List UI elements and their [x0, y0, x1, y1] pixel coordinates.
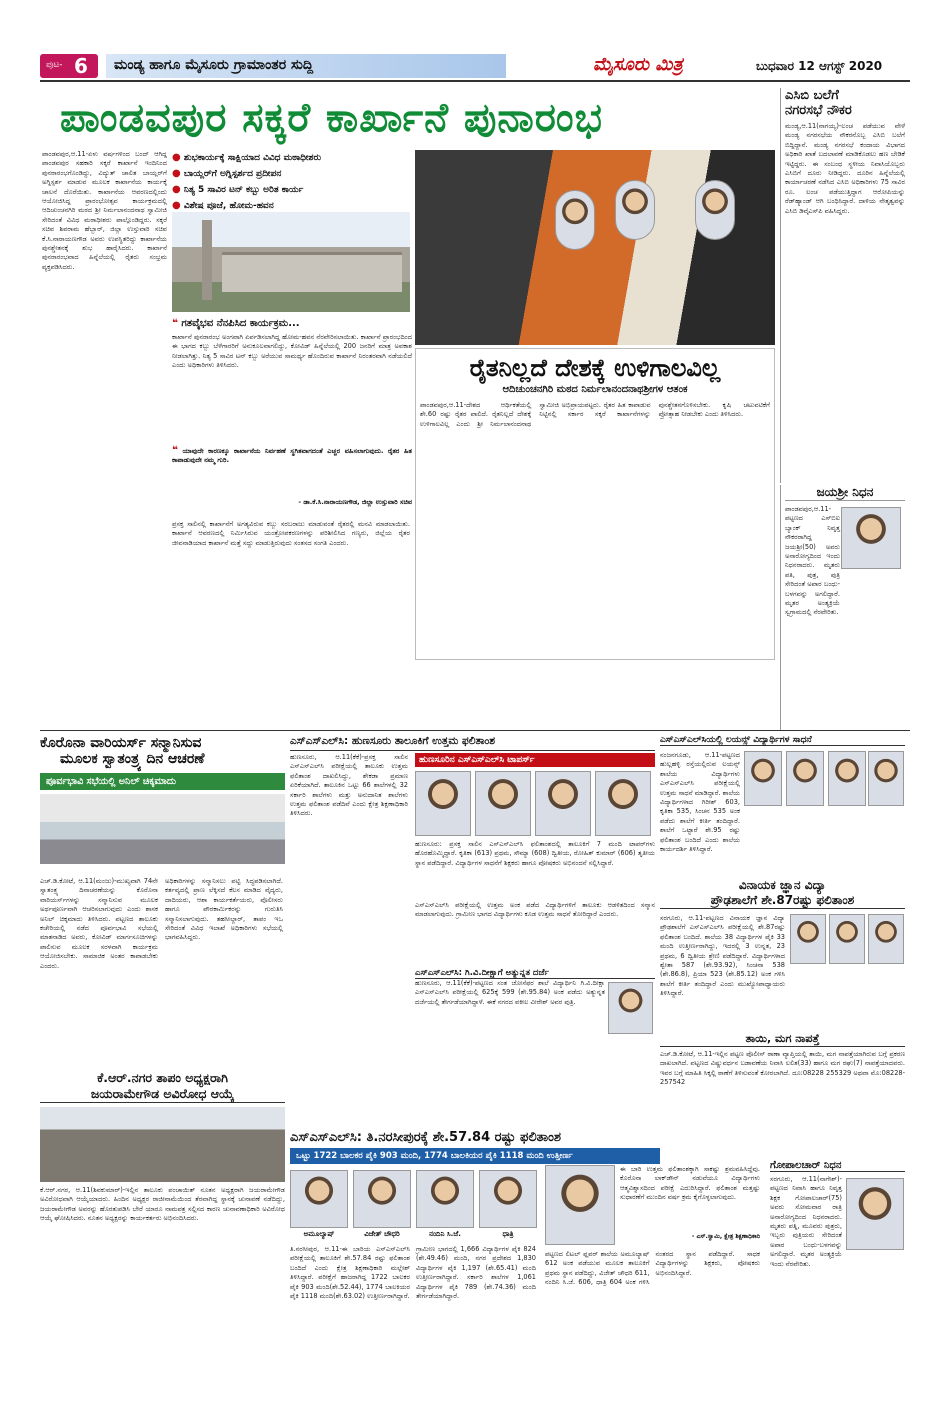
lead-bullet: ● ನಿತ್ಯ 5 ಸಾವಿರ ಟನ್ ಕಬ್ಬು ಅರಿತ ಕಾರ್ಯ [172, 184, 304, 195]
officer-quote-text: ಈ ಬಾರಿ ಉತ್ತಮ ಫಲಿತಾಂಶಕ್ಕಾಗಿ ಸಾಕಷ್ಟು ಶ್ರಮವಹಿಸಿದ್ದೆವು. ಕೊರೊನಾ ಲಾಕ್‌ಡೌನ್ ನಡುವೆಯೂ ವಿದ್ಯಾರ್ಥಿಗಳು ಆತ್ಮವಿಶ್ವಾಸದಿಂದ ಪರೀಕ್ಷೆ ಎದುರಿಸಿದ್ದಾರೆ. ಫಲಿತಾಂಶ ಮತ್ತಷ್ಟು ಸುಧಾರಣೆಗೆ ಮುಂದಿನ ವರ್ಷ ಕ್ರಮ ಕೈಗೊಳ್ಳಲಾಗುವುದು. [620, 1165, 760, 1202]
official-figure [695, 180, 735, 240]
corona-body: ಎಚ್.ಡಿ.ಕೋಟೆ, ಆ.11(ಮಂಜು)-ಮುಖ್ಯವಾಗಿ 74ನೇ ಸ್ವಾತಂತ್ರ್ಯ ದಿನಾಚರಣೆಯನ್ನು ಕೊರೊನಾ ವಾರಿಯರ್ಸ್‌ಗಳನ್ನು ಸನ್ಮಾನಿಸುವ ಮೂಲಕ ಅರ್ಥಪೂರ್ಣವಾಗಿ ಆಚರಿಸಲಾಗುವುದು ಎಂದು ಶಾಸಕ ಅನಿಲ್ ಚಿಕ್ಕಮಾದು ತಿಳಿಸಿದರು. ಪಟ್ಟಣದ ತಾಲೂಕು ಕಚೇರಿಯಲ್ಲಿ ನಡೆದ ಪೂರ್ವಭಾವಿ ಸಭೆಯಲ್ಲಿ ಮಾತನಾಡಿದ ಅವರು, ಕೋವಿಡ್ ಮಾರ್ಗಸೂಚಿಗಳನ್ನು ಪಾಲಿಸುವ ಮೂಲಕ ಸರಳವಾಗಿ ಕಾರ್ಯಕ್ರಮ ಆಯೋಜಿಸಬೇಕು. ಸಾಮಾಜಿಕ ಅಂತರ ಕಾಪಾಡಬೇಕು ಎಂದರು. [40, 877, 158, 970]
deeksha-headline: ಎಸ್‌ಎಸ್‌ಎಲ್‌ಸಿ: ಗಿ.ವಿ.ದೀಕ್ಷಾಗೆ ಅತ್ಯುನ್ನತ ದರ್ಜೆ [415, 968, 655, 979]
section-divider [40, 730, 910, 731]
quote-icon: ❝ [172, 318, 178, 329]
jayashree-photo [841, 507, 901, 569]
vinayaka-body: ಸರಗೂರು, ಆ.11-ಪಟ್ಟಣದ ವಿನಾಯಕ ಜ್ಞಾನ ವಿದ್ಯಾ ಪ್ರೌಢಶಾಲೆಗೆ ಎಸ್‌ಎಸ್‌ಎಲ್‌ಸಿ ಪರೀಕ್ಷೆಯಲ್ಲಿ ಶೇ.87ರಷ್ಟು ಫಲಿತಾಂಶ ಬಂದಿದೆ. ಶಾಲೆಯ 38 ವಿದ್ಯಾರ್ಥಿಗಳ ಪೈಕಿ 33 ಮಂದಿ ಉತ್ತೀರ್ಣರಾಗಿದ್ದು, ಇದರಲ್ಲಿ 3 ಉನ್ನತ, 23 ಪ್ರಥಮ, 6 ದ್ವಿತೀಯ ಶ್ರೇಣಿ ಪಡೆದಿದ್ದಾರೆ. ವಿದ್ಯಾರ್ಥಿಗಳಾದ ಶ್ವೇತಾ 587 (ಶೇ.93.92), ಸಿಂಚನಾ 538 (ಶೇ.86.8), ಪ್ರಿಯಾ 523 (ಶೇ.85.12) ಅಂಕ ಗಳಿಸಿ ಶಾಲೆಗೆ ಕೀರ್ತಿ ತಂದಿದ್ದಾರೆ ಎಂದು ಮುಖ್ಯೋಪಾಧ್ಯಾಯರು ತಿಳಿಸಿದ್ದಾರೆ. [660, 914, 785, 998]
page-number-badge [40, 54, 98, 78]
student-photo [290, 1170, 348, 1228]
lions-headline: ಎಸ್‌ಎಸ್‌ಎಲ್‌ಸಿಯಲ್ಲಿ ಲಯನ್ಸ್ ವಿದ್ಯಾರ್ಥಿಗಳ ಸಾಧನೆ [660, 735, 905, 746]
quote-caption: ❝ ಗತವೈಭವ ನೆನಪಿಸಿದ ಕಾರ್ಯಕ್ರಮ... [172, 318, 300, 329]
deeksha-story [415, 968, 655, 1038]
gopal-story [770, 1160, 905, 1375]
tnarsipur-subhead: ಒಟ್ಟು 1722 ಬಾಲಕರ ಪೈಕಿ 903 ಮಂದಿ, 1774 ಬಾಲಕಿಯರ ಪೈಕಿ 1118 ಮಂದಿ ಉತ್ತೀರ್ಣ [290, 1148, 660, 1164]
acb-body: ಮಂಡ್ಯ,ಆ.11(ನಾಗಯ್ಯ)-ಲಂಚ ಪಡೆಯುವ ವೇಳೆ ಮಂಡ್ಯ ನಗರಸಭೆಯ ನೌಕರನೊಬ್ಬ ಎಸಿಬಿ ಬಲೆಗೆ ಬಿದ್ದಿದ್ದಾನೆ. ಮಂಡ್ಯ ನಗರಸಭೆ ಕಂದಾಯ ವಿಭಾಗದ ಅಧಿಕಾರಿ ಖಾತೆ ಬದಲಾವಣೆ ಮಾಡಿಕೊಡಲು ಹಣ ಬೇಡಿಕೆ ಇಟ್ಟಿದ್ದರು. ಈ ಸಂಬಂಧ ಸ್ಥಳೀಯ ನಿವಾಸಿಯೊಬ್ಬರು ಎಸಿಬಿಗೆ ದೂರು ನೀಡಿದ್ದರು. ದೂರಿನ ಹಿನ್ನೆಲೆಯಲ್ಲಿ ಕಾರ್ಯಾಚರಣೆ ನಡೆಸಿದ ಎಸಿಬಿ ಅಧಿಕಾರಿಗಳು 75 ಸಾವಿರ ರೂ. ಲಂಚ ಪಡೆಯುತ್ತಿದ್ದಾಗ ಆರೋಪಿಯನ್ನು ರೆಡ್‌ಹ್ಯಾಂಡ್ ಆಗಿ ಬಂಧಿಸಿದ್ದಾರೆ. ದಾಳಿಯ ನೇತೃತ್ವವನ್ನು ಎಸಿಬಿ ಡಿವೈಎಸ್‌ಪಿ ವಹಿಸಿದ್ದರು. [785, 122, 905, 215]
gopal-photo [846, 1178, 904, 1250]
corona-headline2: ಮೂಲಕ ಸ್ವಾತಂತ್ರ್ಯ ದಿನ ಆಚರಣೆ [60, 751, 205, 767]
obit-body: ಪಾಂಡವಪುರ,ಆ.11-ಪಟ್ಟಣದ ಎಸ್‌ಬಿಐ ಬ್ಯಾಂಕ್ ನಿವೃತ್ತ ನೌಕರರಾಗಿದ್ದ ಜಯಶ್ರೀ(50) ಅವರು ಅನಾರೋಗ್ಯದಿಂದ ಇಂದು ನಿಧನರಾದರು. ಮೃತರು ಪತಿ, ಪುತ್ರ, ಪುತ್ರಿ ಸೇರಿದಂತೆ ಅಪಾರ ಬಂಧು-ಬಳಗವನ್ನು ಅಗಲಿದ್ದಾರೆ. ಮೃತರ ಅಂತ್ಯಕ್ರಿಯೆ ಸ್ವಗ್ರಾಮದಲ್ಲಿ ನೆರವೇರಿತು. [785, 505, 840, 617]
student-name: ಅಮೂಲ್ಯಾಷ್ [303, 1230, 335, 1238]
bullet-icon: ● [172, 200, 181, 211]
topper-photo [475, 771, 531, 836]
lions-student-photo [744, 751, 782, 806]
student-name: ವಿಜೇತ್ ಚೌಧರಿ [364, 1230, 400, 1238]
factory-photo [172, 212, 410, 312]
vinayaka-student-photo [868, 914, 904, 964]
lead-body-col1: ಪಾಂಡವಪುರ,ಆ.11-ಏಳು ವರ್ಷಗಳಿಂದ ಬಂದ್ ಆಗಿದ್ದ ಪಾಂಡವಪುರ ಸಹಕಾರಿ ಸಕ್ಕರೆ ಕಾರ್ಖಾನೆ ಇಂದಿನಿಂದ ಪುನರಾರಂಭಗೊಂಡಿದ್ದು, ವಿದ್ಯುತ್ ಚಾಲಿತ ಬಾಯ್ಲರ್‌ಗೆ ಅಗ್ನಿಸ್ಪರ್ಶ ಮಾಡುವ ಮೂಲಕ ಕಾರ್ಖಾನೆಯ ಕಾರ್ಯಕ್ಕೆ ಚಾಲನೆ ದೊರೆಯಿತು. ಕಾರ್ಖಾನೆಯ ಆವರಣದಲ್ಲಿಂದು ಆಯೋಜಿಸಿದ್ದ ಪ್ರಾರಂಭೋತ್ಸವ ಕಾರ್ಯಕ್ರಮದಲ್ಲಿ ಆದಿಚುಂಚನಗಿರಿ ಮಠದ ಶ್ರೀ ನಿರ್ಮಲಾನಂದನಾಥ ಸ್ವಾಮೀಜಿ ಸೇರಿದಂತೆ ವಿವಿಧ ಮಠಾಧೀಶರು ಪಾಲ್ಗೊಂಡಿದ್ದರು. ಸಕ್ಕರೆ ಸಚಿವ ಶಿವರಾಮ ಹೆಬ್ಬಾರ್, ಜಿಲ್ಲಾ ಉಸ್ತುವಾರಿ ಸಚಿವ ಕೆ.ಸಿ.ನಾರಾಯಣಗೌಡ ಅವರು ಉಪಸ್ಥಿತರಿದ್ದು ಕಾರ್ಖಾನೆಯ ಪುನಶ್ಚೇತನಕ್ಕೆ ಶುಭ ಹಾರೈಸಿದರು. ಕಾರ್ಖಾನೆ ಪುನರಾರಂಭವಾದ ಹಿನ್ನೆಲೆಯಲ್ಲಿ ರೈತರು ಸಂಭ್ರಮ ವ್ಯಕ್ತಪಡಿಸಿದರು. [42, 150, 167, 271]
krnagar-story [40, 1070, 285, 1370]
lead-body-col2: ಕಾರ್ಖಾನೆ ಪುನರಾರಂಭ ಅಂಗವಾಗಿ ಏರ್ಪಡಿಸಲಾಗಿದ್ದ ಹೋಮ-ಹವನ ನೆರವೇರಿಸಲಾಯಿತು. ಕಾರ್ಖಾನೆ ಪ್ರಾರಂಭದಿಂದ ಈ ಭಾಗದ ಕಬ್ಬು ಬೆಳೆಗಾರರಿಗೆ ಅನುಕೂಲವಾಗಲಿದ್ದು, ಕೋವಿಡ್ ಹಿನ್ನೆಲೆಯಲ್ಲಿ 200 ಜನರಿಗೆ ಮಾತ್ರ ಅವಕಾಶ ನೀಡಲಾಗಿತ್ತು. ನಿತ್ಯ 5 ಸಾವಿರ ಟನ್ ಕಬ್ಬು ಅರೆಯುವ ಸಾಮರ್ಥ್ಯ ಹೊಂದಿರುವ ಕಾರ್ಖಾನೆ ನಿರಂತರವಾಗಿ ನಡೆಯಲಿದೆ ಎಂದು ಅಧಿಕಾರಿಗಳು ತಿಳಿಸಿದರು. [172, 333, 412, 370]
officer-quote [620, 1165, 760, 1245]
quote-icon: ❝ [172, 445, 178, 456]
tnarsipur-body1: ತಿ.ನರಸೀಪುರ, ಆ.11-ಈ ಬಾರಿಯ ಎಸ್‌ಎಸ್‌ಎಲ್‌ಸಿ ಪರೀಕ್ಷೆಯಲ್ಲಿ ತಾಲೂಕಿಗೆ ಶೇ.57.84 ರಷ್ಟು ಫಲಿತಾಂಶ ಬಂದಿದೆ ಎಂದು ಕ್ಷೇತ್ರ ಶಿಕ್ಷಣಾಧಿಕಾರಿ ಮಲ್ಲೇಶ್ ತಿಳಿಸಿದ್ದಾರೆ. ಪರೀಕ್ಷೆಗೆ ಹಾಜರಾಗಿದ್ದ 1722 ಬಾಲಕರ ಪೈಕಿ 903 ಮಂದಿ(ಶೇ.52.44), 1774 ಬಾಲಕಿಯರ ಪೈಕಿ 1118 ಮಂದಿ(ಶೇ.63.02) ಉತ್ತೀರ್ಣರಾಗಿದ್ದಾರೆ. [290, 1245, 410, 1301]
deeksha-photo [608, 982, 653, 1034]
officer-quote-source: - ಎಸ್.ಸ್ವಾಮಿ, ಕ್ಷೇತ್ರ ಶಿಕ್ಷಣಾಧಿಕಾರಿ [691, 1233, 760, 1240]
topper-photo [595, 771, 651, 836]
acb-story [780, 88, 905, 483]
hunsur-body2: ಎಸ್‌ಎಸ್‌ಎಲ್‌ಸಿ ಪರೀಕ್ಷೆಯಲ್ಲಿ ಉತ್ತಮ ಅಂಕ ಪಡೆದ ವಿದ್ಯಾರ್ಥಿಗಳಿಗೆ ತಾಲೂಕು ಆಡಳಿತದಿಂದ ಸನ್ಮಾನ ಮಾಡಲಾಗುವುದು. ಗ್ರಾಮೀಣ ಭಾಗದ ವಿದ್ಯಾರ್ಥಿಗಳು ಕೂಡ ಉತ್ತಮ ಸಾಧನೆ ತೋರಿದ್ದಾರೆ ಎಂದರು. [415, 901, 655, 919]
krnagar-body: ಕೆ.ಆರ್.ನಗರ, ಆ.11(ಶಿವಕುಮಾರ್)-ಇಲ್ಲಿನ ತಾಲೂಕು ಪಂಚಾಯಿತ್ ನೂತನ ಅಧ್ಯಕ್ಷರಾಗಿ ಜಯರಾಮೇಗೌಡ ಅವಿರೋಧವಾಗಿ ಆಯ್ಕೆಯಾದರು. ಹಿಂದಿನ ಅಧ್ಯಕ್ಷರ ರಾಜೀನಾಮೆಯಿಂದ ತೆರವಾಗಿದ್ದ ಸ್ಥಾನಕ್ಕೆ ಚುನಾವಣೆ ನಡೆದಿದ್ದು, ಜಯರಾಮೇಗೌಡ ಅವರನ್ನು ಹೊರತುಪಡಿಸಿ ಬೇರೆ ಯಾರೂ ನಾಮಪತ್ರ ಸಲ್ಲಿಸದ ಕಾರಣ ಚುನಾವಣಾಧಿಕಾರಿ ಅವಿರೋಧ ಆಯ್ಕೆ ಘೋಷಿಸಿದರು. ನೂತನ ಅಧ್ಯಕ್ಷರನ್ನು ಕಾರ್ಯಕರ್ತರು ಅಭಿನಂದಿಸಿದರು. [40, 1186, 285, 1223]
student-name: ಧಾತ್ರಿ [502, 1230, 514, 1238]
vinayaka-student-photo [829, 914, 865, 964]
meeting-photo [40, 794, 285, 864]
quote2-source: - ಡಾ.ಕೆ.ಸಿ.ನಾರಾಯಣಗೌಡ, ಜಿಲ್ಲಾ ಉಸ್ತುವಾರಿ ಸಚಿವ [298, 498, 412, 506]
quote2-box [172, 446, 412, 514]
issue-date: ಬುಧವಾರ 12 ಆಗಸ್ಟ್ 2020 [756, 59, 883, 73]
obituary-jayashree [780, 485, 905, 730]
vinayaka-headline2: ಪ್ರೌಢಶಾಲೆಗೆ ಶೇ.87ರಷ್ಟು ಫಲಿತಾಂಶ [660, 893, 905, 909]
krnagar-headline1: ಕೆ.ಆರ್.ನಗರ ತಾಪಂ ಅಧ್ಯಕ್ಷರಾಗಿ [97, 1070, 228, 1085]
quote2-text: ❝ ಯಾವುದೇ ಕಾರಣಕ್ಕೂ ಕಾರ್ಖಾನೆಯ ನಿರ್ವಹಣೆ ಸ್ಥಗಿತವಾಗದಂತೆ ಎಚ್ಚರ ವಹಿಸಲಾಗುವುದು. ರೈತರ ಹಿತ ಕಾಪಾಡುವುದೇ ನಮ್ಮ ಗುರಿ. [172, 445, 412, 465]
lead-body-lower: ಪ್ರಸಕ್ತ ಸಾಲಿನಲ್ಲಿ ಕಾರ್ಖಾನೆಗೆ ಅಗತ್ಯವಿರುವ ಕಬ್ಬು ಸರಬರಾಜು ಮಾಡುವಂತೆ ರೈತರಲ್ಲಿ ಮನವಿ ಮಾಡಲಾಯಿತು. ಕಾರ್ಖಾನೆ ಆವರಣದಲ್ಲಿ ನಿರ್ಮಿಸಿರುವ ಯಂತ್ರೋಪಕರಣಗಳನ್ನು ಪರಿಶೀಲಿಸಿದ ಗಣ್ಯರು, ಜಿಲ್ಲೆಯ ರೈತರ ಜೀವನಾಡಿಯಾದ ಕಾರ್ಖಾನೆ ಮತ್ತೆ ಸದ್ದು ಮಾಡುತ್ತಿರುವುದು ಸಂತಸದ ಸಂಗತಿ ಎಂದರು. [172, 520, 410, 547]
hunsur-body: ಹುಣಸೂರು, ಆ.11(ಕೆಕೆ)-ಪ್ರಸಕ್ತ ಸಾಲಿನ ಎಸ್‌ಎಸ್‌ಎಲ್‌ಸಿ ಪರೀಕ್ಷೆಯಲ್ಲಿ ತಾಲೂಕು ಉತ್ತಮ ಫಲಿತಾಂಶ ದಾಖಲಿಸಿದ್ದು, ಶೇಕಡಾ ಪ್ರಮಾಣ ಏರಿಕೆಯಾಗಿದೆ. ತಾಲೂಕಿನ ಒಟ್ಟು 66 ಶಾಲೆಗಳಲ್ಲಿ 32 ಸರ್ಕಾರಿ ಶಾಲೆಗಳು ಮತ್ತು ಅನುದಾನಿತ ಶಾಲೆಗಳು ಉತ್ತಮ ಫಲಿತಾಂಶ ಪಡೆದಿವೆ ಎಂದು ಕ್ಷೇತ್ರ ಶಿಕ್ಷಣಾಧಿಕಾರಿ ತಿಳಿಸಿದರು. [290, 753, 408, 818]
tnarsipur-body4: ಪಟ್ಟಣದ ಲಿಟಲ್ ಫ್ಲವರ್ ಶಾಲೆಯ ಅಮೂಲ್ಯಾಷ್ 612 ಅಂಕ ಪಡೆಯುವ ಮೂಲಕ ತಾಲೂಕಿಗೆ ಪ್ರಥಮ ಸ್ಥಾನ ಪಡೆದಿದ್ದು, ವಿಜೇತ್ ಚೌಧರಿ 611, ನಂದಿನಿ ಸಿ.ಜೆ. 606, ಧಾತ್ರಿ 604 ಅಂಕ ಗಳಿಸಿ ನಂತರದ ಸ್ಥಾನ ಪಡೆದಿದ್ದಾರೆ. ಸಾಧಕ ವಿದ್ಯಾರ್ಥಿಗಳನ್ನು ಶಿಕ್ಷಕರು, ಪೋಷಕರು ಅಭಿನಂದಿಸಿದ್ದಾರೆ. [545, 1250, 760, 1287]
hunsur-story [290, 735, 655, 1035]
toppers-banner: ಹುಣಸೂರಿನ ಎಸ್‌ಎಸ್‌ಎಲ್‌ಸಿ ಟಾಪರ್ಸ್ [415, 753, 655, 767]
seer-figure [615, 180, 655, 240]
student-photo [353, 1170, 411, 1228]
seer-figure [555, 190, 595, 250]
masthead [40, 52, 910, 82]
vinayaka-story [660, 878, 905, 1028]
sub-kicker: ಆದಿಚುಂಚನಗಿರಿ ಮಠದ ನಿರ್ಮಲಾನಂದನಾಥಶ್ರೀಗಳ ಆತಂಕ [502, 384, 688, 395]
bullet-icon: ● [172, 184, 181, 195]
lead-bullet: ● ವಿಶೇಷ ಪೂಜೆ, ಹೋಮ-ಹವನ [172, 200, 274, 211]
acb-headline1: ಎಸಿಬಿ ಬಲೆಗೆ [785, 88, 839, 103]
corona-body2: ಅಧಿಕಾರಿಗಳನ್ನು ಸನ್ಮಾನಿಸಲು ಪಟ್ಟಿ ಸಿದ್ಧಪಡಿಸಲಾಗಿದೆ. ಕರ್ತವ್ಯದಲ್ಲಿ ಪ್ರಾಣ ಲೆಕ್ಕಿಸದೆ ಕೆಲಸ ಮಾಡಿದ ವೈದ್ಯರು, ದಾದಿಯರು, ಆಶಾ ಕಾರ್ಯಕರ್ತೆಯರು, ಪೊಲೀಸರು ಹಾಗೂ ಪೌರಕಾರ್ಮಿಕರನ್ನು ಗುರುತಿಸಿ ಸನ್ಮಾನಿಸಲಾಗುವುದು. ತಹಸೀಲ್ದಾರ್, ತಾಪಂ ಇಒ ಸೇರಿದಂತೆ ವಿವಿಧ ಇಲಾಖೆ ಅಧಿಕಾರಿಗಳು ಸಭೆಯಲ್ಲಿ ಭಾಗವಹಿಸಿದ್ದರು. [165, 877, 283, 942]
lions-story [660, 735, 905, 875]
student-photo [416, 1170, 474, 1228]
bullet-icon: ● [172, 168, 181, 179]
lead-bullet: ● ಶುಭಕಾರ್ಯಕ್ಕೆ ಸಾಕ್ಷಿಯಾದ ವಿವಿಧ ಮಠಾಧೀಶರು [172, 152, 322, 163]
bullet-icon: ● [172, 152, 181, 163]
paper-name: ಮೈಸೂರು ಮಿತ್ರ [593, 54, 683, 75]
page-number: 6 [74, 54, 88, 78]
krnagar-photo [40, 1107, 285, 1182]
krnagar-headline2: ಜಯರಾಮೇಗೌಡ ಅವಿರೋಧ ಆಯ್ಕೆ [40, 1086, 285, 1103]
deeksha-body: ಹುಣಸೂರು, ಆ.11(ಕೆಕೆ)-ಪಟ್ಟಣದ ಸಂತ ಜೋಸೆಫರ ಶಾಲೆ ವಿದ್ಯಾರ್ಥಿನಿ ಗಿ.ವಿ.ದೀಕ್ಷಾ ಎಸ್‌ಎಸ್‌ಎಲ್‌ಸಿ ಪರೀಕ್ಷೆಯಲ್ಲಿ 625ಕ್ಕೆ 599 (ಶೇ.95.84) ಅಂಕ ಪಡೆದು ಅತ್ಯುನ್ನತ ದರ್ಜೆಯಲ್ಲಿ ತೇರ್ಗಡೆಯಾಗಿದ್ದಾಳೆ. ಈಕೆ ನಗರದ ವಕೀಲ ವೀರೇಶ್ ಅವರ ಪುತ್ರಿ. [415, 979, 605, 1006]
vinayaka-headline1: ವಿನಾಯಕ ಜ್ಞಾನ ವಿದ್ಯಾ [738, 878, 827, 892]
missing-body: ಎಚ್.ಡಿ.ಕೋಟೆ, ಆ.11-ಇಲ್ಲಿನ ಪಟ್ಟಣ ಪೊಲೀಸ್ ಠಾಣಾ ವ್ಯಾಪ್ತಿಯಲ್ಲಿ ತಾಯಿ, ಮಗ ನಾಪತ್ತೆಯಾಗಿರುವ ಬಗ್ಗೆ ಪ್ರಕರಣ ದಾಖಲಾಗಿದೆ. ಪಟ್ಟಣದ ವಿಷ್ಣುವರ್ಧನ ಬಡಾವಣೆಯ ನಿವಾಸಿ ಲಲಿತ(33) ಹಾಗೂ ಮಗ ರಘು(7) ನಾಪತ್ತೆಯಾದವರು. ಇವರ ಬಗ್ಗೆ ಮಾಹಿತಿ ಸಿಕ್ಕಲ್ಲಿ ಠಾಣೆಗೆ ತಿಳಿಸುವಂತೆ ಕೋರಲಾಗಿದೆ. ದೂ:08228 255329 ಅಥವಾ ಮೊ:08228-257542 [660, 1050, 905, 1087]
tnarsipur-headline: ಎಸ್‌ಎಸ್‌ಎಲ್‌ಸಿ: ತಿ.ನರಸೀಪುರಕ್ಕೆ ಶೇ.57.84 ರಷ್ಟು ಫಲಿತಾಂಶ [290, 1130, 561, 1145]
corona-headline1: ಕೊರೊನಾ ವಾರಿಯರ್ಸ್ ಸನ್ಮಾನಿಸುವ [40, 735, 202, 751]
lions-student-photo [868, 751, 904, 806]
lions-body: ನಂಜನಗೂಡು, ಆ.11-ಪಟ್ಟಣದ ಹುಲ್ಲಹಳ್ಳಿ ರಸ್ತೆಯಲ್ಲಿರುವ ಲಯನ್ಸ್ ಶಾಲೆಯ ವಿದ್ಯಾರ್ಥಿಗಳು ಎಸ್‌ಎಸ್‌ಎಲ್‌ಸಿ ಪರೀಕ್ಷೆಯಲ್ಲಿ ಉತ್ತಮ ಸಾಧನೆ ಮಾಡಿದ್ದಾರೆ. ಶಾಲೆಯ ವಿದ್ಯಾರ್ಥಿಗಳಾದ ಗಿರೀಶ್ 603, ಕೃತಿಕಾ 535, ಸಿಂಚನ 535 ಅಂಕ ಪಡೆದು ಶಾಲೆಗೆ ಕೀರ್ತಿ ತಂದಿದ್ದಾರೆ. ಶಾಲೆಗೆ ಒಟ್ಟಾರೆ ಶೇ.95 ರಷ್ಟು ಫಲಿತಾಂಶ ಬಂದಿದೆ ಎಂದು ಶಾಲೆಯ ಕಾರ್ಯದರ್ಶಿ ತಿಳಿಸಿದ್ದಾರೆ. [660, 751, 740, 854]
missing-headline: ತಾಯಿ, ಮಗ ನಾಪತ್ತೆ [660, 1032, 905, 1047]
ceremony-photo [415, 150, 775, 345]
sub-story [415, 348, 775, 660]
gopal-body: ಸರಗೂರು, ಆ.11(ನಾಗೇಶ್)-ಪಟ್ಟಣದ ನಿವಾಸಿ ಹಾಗೂ ನಿವೃತ್ತ ಶಿಕ್ಷಕ ಗೋಪಾಲಚಾರ್(75) ಅವರು ಸೋಮವಾರ ರಾತ್ರಿ ಅನಾರೋಗ್ಯದಿಂದ ನಿಧನರಾದರು. ಮೃತರು ಪತ್ನಿ, ಮೂವರು ಪುತ್ರರು, ಇಬ್ಬರು ಪುತ್ರಿಯರು ಸೇರಿದಂತೆ ಅಪಾರ ಬಂಧು-ಬಳಗವನ್ನು ಅಗಲಿದ್ದಾರೆ. ಮೃತರ ಅಂತ್ಯಕ್ರಿಯೆ ಇಂದು ನೆರವೇರಿತು. [770, 1175, 842, 1268]
hunsur-headline: ಎಸ್‌ಎಸ್‌ಎಲ್‌ಸಿ: ಹುಣಸೂರು ತಾಲೂಕಿಗೆ ಉತ್ತಮ ಫಲಿತಾಂಶ [290, 735, 655, 751]
chimney-shape [202, 220, 212, 300]
sub-headline: ರೈತನಿಲ್ಲದೆ ದೇಶಕ್ಕೆ ಉಳಿಗಾಲವಿಲ್ಲ [469, 354, 721, 382]
student-photo [479, 1170, 537, 1228]
tnarsipur-body2: ಗ್ರಾಮೀಣ ಭಾಗದಲ್ಲಿ 1,666 ವಿದ್ಯಾರ್ಥಿಗಳ ಪೈಕಿ 824 (ಶೇ.49.46) ಮಂದಿ, ನಗರ ಪ್ರದೇಶದ 1,830 ವಿದ್ಯಾರ್ಥಿಗಳ ಪೈಕಿ 1,197 (ಶೇ.65.41) ಮಂದಿ ಉತ್ತೀರ್ಣರಾಗಿದ್ದಾರೆ. ಸರ್ಕಾರಿ ಶಾಲೆಗಳ 1,061 ವಿದ್ಯಾರ್ಥಿಗಳ ಪೈಕಿ 789 (ಶೇ.74.36) ಮಂದಿ ತೇರ್ಗಡೆಯಾಗಿದ್ದಾರೆ. [416, 1245, 536, 1301]
acb-headline2: ನಗರಸಭೆ ನೌಕರ [785, 103, 852, 118]
toppers-text: ಹುಣಸೂರು: ಪ್ರಸಕ್ತ ಸಾಲಿನ ಎಸ್‌ಎಸ್‌ಎಲ್‌ಸಿ ಫಲಿತಾಂಶದಲ್ಲಿ ತಾಲೂಕಿಗೆ 7 ಮಂದಿ ಟಾಪರ್‌ಗಳು ಹೊರಹೊಮ್ಮಿದ್ದಾರೆ. ಕೃತಿಕಾ (613) ಪ್ರಥಮ, ಸೌಮ್ಯಾ (608) ದ್ವಿತೀಯ, ರೋಹಿತ್ ಕುಮಾರ್ (606) ತೃತೀಯ ಸ್ಥಾನ ಪಡೆದಿದ್ದಾರೆ. ವಿದ್ಯಾರ್ಥಿಗಳ ಸಾಧನೆಗೆ ಶಿಕ್ಷಕರು ಹಾಗೂ ಪೋಷಕರು ಅಭಿನಂದನೆ ಸಲ್ಲಿಸಿದ್ದಾರೆ. [415, 840, 655, 867]
sub-body: ಪಾಂಡವಪುರ,ಆ.11-ದೇಶದ ಆರ್ಥಿಕತೆಯಲ್ಲಿ ಶೇ.60 ರಷ್ಟು ರೈತರ ಪಾಲಿದೆ. ರೈತನಿಲ್ಲದೆ ದೇಶಕ್ಕೆ ಉಳಿಗಾಲವಿಲ್ಲ ಎಂದು ಶ್ರೀ ನಿರ್ಮಲಾನಂದನಾಥ ಸ್ವಾಮೀಜಿ ಅಭಿಪ್ರಾಯಪಟ್ಟರು. ರೈತರ ಹಿತ ಕಾಪಾಡುವ ನಿಟ್ಟಿನಲ್ಲಿ ಸರ್ಕಾರ ಸಕ್ಕರೆ ಕಾರ್ಖಾನೆಗಳನ್ನು ಪುನಶ್ಚೇತನಗೊಳಿಸಬೇಕು. ಕೃಷಿ ಚಟುವಟಿಕೆಗೆ ಪ್ರೋತ್ಸಾಹ ನೀಡಬೇಕು ಎಂದು ತಿಳಿಸಿದರು. [420, 401, 770, 428]
page-prefix: ಪುಟ- [46, 60, 63, 70]
gopal-headline: ಗೋಪಾಲಚಾರ್ ನಿಧನ [770, 1160, 905, 1172]
lions-student-photo [786, 751, 824, 806]
section-title: ಮಂಡ್ಯ ಹಾಗೂ ಮೈಸೂರು ಗ್ರಾಮಾಂತರ ಸುದ್ದಿ [106, 54, 506, 78]
topper-photo [535, 771, 591, 836]
lions-student-photo [828, 751, 866, 806]
lead-quote-box [172, 318, 412, 443]
lead-bullet: ● ಬಾಯ್ಲರ್‌ಗೆ ಅಗ್ನಿಸ್ಪರ್ಶದ ಪ್ರದೀಪನ [172, 168, 282, 179]
officer-photo [545, 1165, 615, 1245]
student-name: ನಂದಿನಿ ಸಿ.ಜೆ. [429, 1230, 461, 1238]
topper-photo [415, 771, 471, 836]
missing-story [660, 1032, 905, 1152]
vinayaka-student-photo [790, 914, 826, 964]
corona-banner: ಪೂರ್ವಭಾವಿ ಸಭೆಯಲ್ಲಿ ಅನಿಲ್ ಚಿಕ್ಕಮಾದು [40, 773, 285, 790]
student-photos [290, 1170, 540, 1242]
lead-headline: ಪಾಂಡವಪುರ ಸಕ್ಕರೆ ಕಾರ್ಖಾನೆ ಪುನಾರಂಭ [60, 95, 603, 141]
factory-building-shape [222, 252, 402, 292]
obit-title: ಜಯಶ್ರೀ ನಿಧನ [785, 485, 905, 501]
corona-story [40, 735, 285, 1065]
